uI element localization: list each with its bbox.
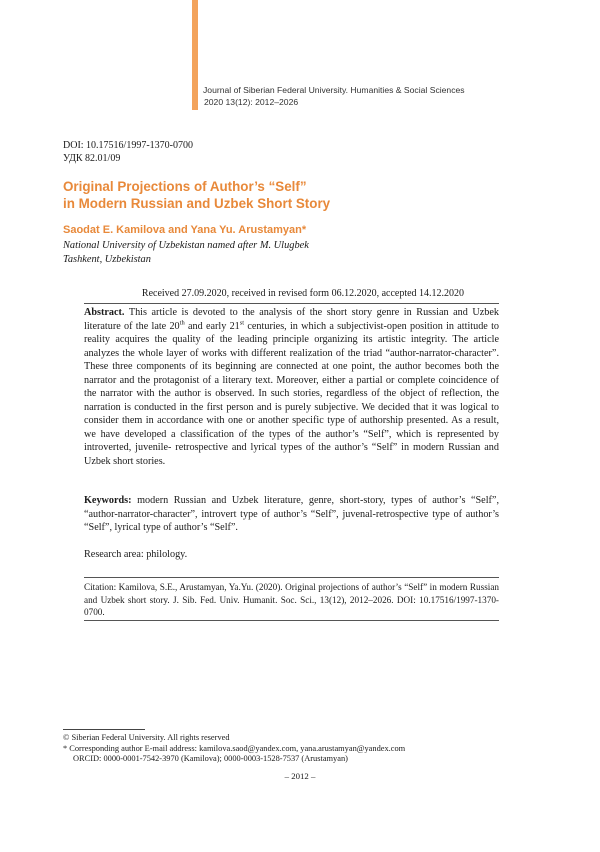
abstract-text-3: centuries, in which a subjectivist-open position in attitude to reality acquires the quality of the leading principle organizing its artistic integrity. The article analyzes the whole layer of works with different realization of the triad “author-narrator-character”. These three components of its beginning are connected at one point, the author becomes both the narrator and the protagonist of a literary text. Moreover, either a partial or complete coincidence of the narrator with the author is observed. In such stories, regardless of the object of reflection, the narration is conducted in the first person and is purely subjective. We decided that it was logical to consider them in accordance with one or another specific type of authorship presented. As a result, we have developed a classification of the types of the author’s “Self”, which is represented by introverted, juvenile- retrospective and lyrical types of the author’s “Self” in modern Russian and Uzbek short stories. (84, 320, 499, 467)
journal-name: Journal of Siberian Federal University. Humanities & Social Sciences (203, 85, 465, 95)
footnotes (63, 733, 543, 765)
affiliation-line-1: National University of Uzbekistan named after M. Ulugbek (63, 240, 309, 251)
citation-bottom-rule (84, 620, 499, 621)
corresponding-author-note: * Corresponding author E-mail address: kamilova.saod@yandex.com, yana.arustamyan@yandex.com (63, 743, 406, 753)
affiliation (63, 239, 309, 267)
orcid-note: ORCID: 0000-0001-7542-3970 (Kamilova); 0000-0003-1528-7537 (Arustamyan) (73, 754, 348, 763)
affiliation-line-2: Tashkent, Uzbekistan (63, 254, 151, 265)
doi[interactable]: DOI: 10.17516/1997-1370-0700 (63, 140, 193, 151)
footnote-rule (63, 729, 145, 730)
abstract-sup-2: st (239, 319, 245, 327)
article-identifiers (63, 139, 193, 165)
authors: Saodat E. Kamilova and Yana Yu. Arustamyan* (63, 224, 307, 236)
abstract-top-rule (84, 303, 499, 304)
research-area: Research area: philology. (84, 549, 188, 560)
journal-header (203, 84, 465, 108)
journal-issue: 2020 13(12): 2012–2026 (204, 97, 299, 107)
udc-code: УДК 82.01/09 (63, 153, 121, 164)
received-dates: Received 27.09.2020, received in revised form 06.12.2020, accepted 14.12.2020 (141, 288, 465, 299)
article-title (63, 178, 533, 212)
abstract-text-2: and early 21 (184, 320, 240, 332)
title-line-2: in Modern Russian and Uzbek Short Story (63, 196, 331, 211)
keywords-text: modern Russian and Uzbek literature, genre, short-story, types of author’s “Self”, “author-narrator-character”, introvert type of author’s “Self”, juvenal-retrospective type of author’s “Self”, lyrical type of author’s “Self”. (84, 495, 499, 533)
abstract-sup-1: th (179, 319, 185, 327)
citation-top-rule (84, 577, 499, 578)
abstract-text-1: This article is devoted to the analysis of the short story genre in Russian and Uzbek literature of the late 20 (84, 307, 499, 332)
keywords-label: Keywords: (84, 495, 132, 506)
abstract (84, 306, 499, 468)
citation: Citation: Kamilova, S.E., Arustamyan, Ya.Yu. (2020). Original projections of author’s “Self” in modern Russian and Uzbek short story. J. Sib. Fed. Univ. Humanit. Soc. Sci., 13(12), 2012–2026. DOI: 10.17516/1997-1370-0700. (84, 582, 499, 617)
journal-accent-bar (192, 0, 198, 110)
title-line-1: Original Projections of Author’s “Self” (63, 179, 307, 194)
abstract-label: Abstract. (84, 307, 125, 318)
keywords (84, 494, 499, 535)
copyright-note: © Siberian Federal University. All rights reserved (63, 733, 230, 742)
page-number: – 2012 – (284, 771, 316, 781)
